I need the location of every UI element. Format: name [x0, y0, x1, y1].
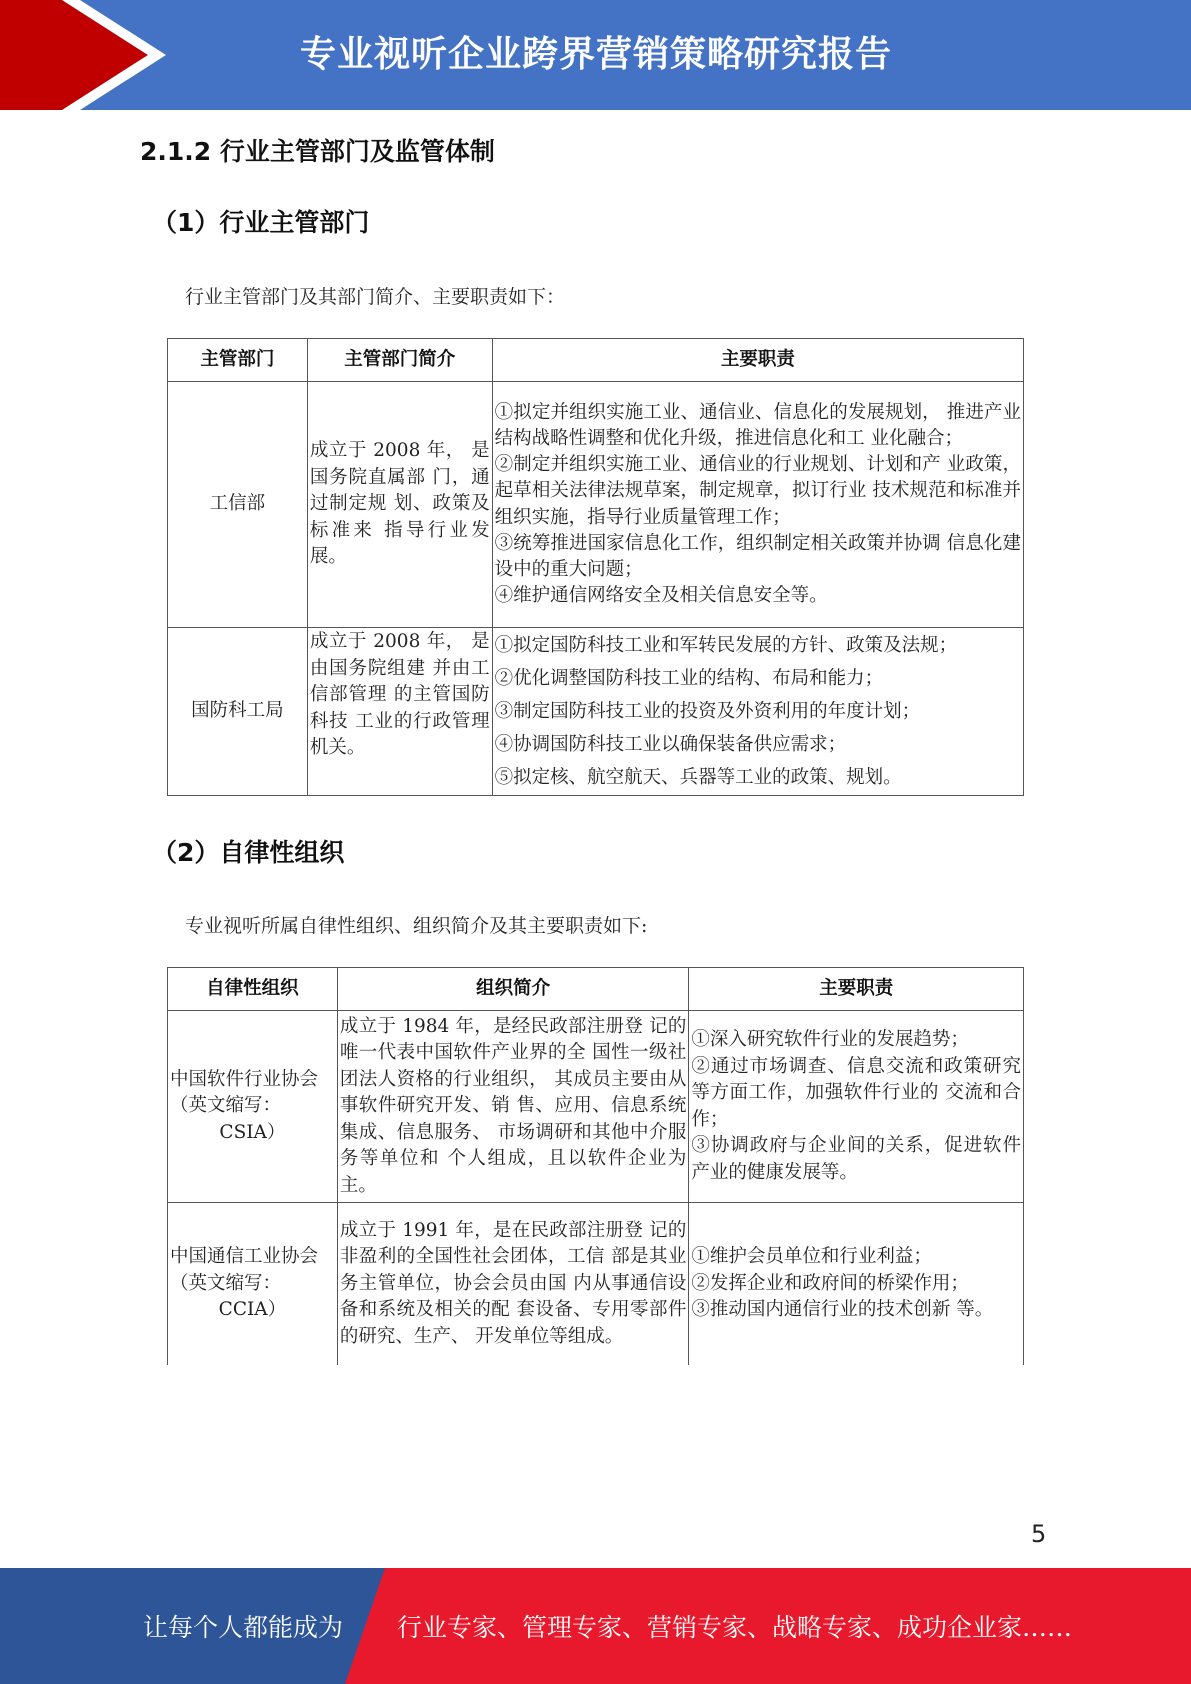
page-footer: [0, 1568, 1191, 1684]
table-row: [168, 1203, 1024, 1365]
duty-item: ①拟定并组织实施工业、通信业、信息化的发展规划， 推进产业结构战略性调整和优化升级，推进信息化和工 业化融合；: [494, 401, 1021, 449]
table-row: [168, 1011, 1024, 1203]
self-regulatory-table: [167, 967, 1024, 1365]
header-title: 专业视听企业跨界营销策略研究报告: [300, 34, 893, 75]
column-header: 自律性组织: [168, 968, 338, 1011]
table-row: [168, 628, 1024, 796]
dept-cell: 国防科工局: [168, 628, 308, 796]
table-header-row: [168, 339, 1024, 382]
duty-item: ②优化调整国防科技工业的结构、布局和能力；: [494, 668, 884, 689]
duty-item: ②通过市场调查、信息交流和政策研究等方面工作，加强软件行业的 交流和合作；: [691, 1055, 1021, 1130]
page-header: [0, 0, 1191, 110]
org-intro-cell: 成立于 1984 年，是经民政部注册登 记的唯一代表中国软件产业界的全 国性一级社团法人资格的行业组织， 其成员主要由从事软件研究开发、销 售、应用、信息系统集成、信息服务、 市场调研和其他中介服务等单位和 个人组成，且以软件企业为主。: [337, 1011, 689, 1203]
duty-item: ⑤拟定核、航空航天、兵器等工业的政策、规划。: [494, 767, 902, 788]
duty-item: ①深入研究软件行业的发展趋势；: [691, 1029, 969, 1050]
duty-item: ③推动国内通信行业的技术创新 等。: [691, 1299, 994, 1320]
duty-item: ①拟定国防科技工业和军转民发展的方针、政策及法规；: [494, 635, 958, 656]
org-intro-cell: 成立于 1991 年，是在民政部注册登 记的非盈利的全国性社会团体，工信 部是其业务主管单位，协会会员由国 内从事通信设备和系统及相关的配 套设备、专用零部件的研究、生产、 开发单位等组成。: [337, 1203, 689, 1365]
authorities-table: [167, 338, 1024, 796]
subsection-heading-2: （2）自律性组织: [152, 838, 345, 867]
duty-item: ②发挥企业和政府间的桥梁作用；: [691, 1272, 969, 1294]
subsection-heading-1: （1）行业主管部门: [152, 208, 370, 237]
dept-duties-cell: [492, 382, 1023, 628]
org-cell: [168, 1203, 338, 1365]
page-number: 5: [1031, 1520, 1047, 1548]
org-cell: [168, 1011, 338, 1203]
dept-cell: 工信部: [168, 382, 308, 628]
org-duties-cell: [689, 1011, 1024, 1203]
column-header: 主要职责: [492, 339, 1023, 382]
org-name: 中国通信工业协会（英文缩写：: [170, 1246, 319, 1294]
duty-item: ③统筹推进国家信息化工作，组织制定相关政策并协调 信息化建设中的重大问题；: [494, 532, 1021, 580]
column-header: 主管部门简介: [307, 339, 492, 382]
footer-slogan-right: 行业专家、管理专家、营销专家、战略专家、成功企业家……: [397, 1613, 1073, 1642]
table-header-row: [168, 968, 1024, 1011]
column-header: 主要职责: [689, 968, 1024, 1011]
dept-intro-cell: 成立于 2008 年， 是由国务院组建 并由工信部管理 的主管国防科技 工业的行政管理 机关。: [307, 628, 492, 796]
dept-intro-cell: 成立于 2008 年， 是国务院直属部 门，通过制定规 划、政策及标准来 指导行业发展。: [307, 382, 492, 628]
org-abbr: CSIA）: [219, 1121, 286, 1143]
duty-item: ③协调政府与企业间的关系，促进软件产业的健康发展等。: [691, 1135, 1021, 1183]
org-name: 中国软件行业协会（英文缩写：: [170, 1068, 319, 1117]
footer-slogan-left: 让每个人都能成为: [143, 1613, 344, 1642]
duty-item: ④协调国防科技工业以确保装备供应需求；: [494, 734, 847, 755]
duty-item: ④维护通信网络安全及相关信息安全等。: [494, 585, 828, 607]
column-header: 组织简介: [337, 968, 689, 1011]
subsection-intro-1: 行业主管部门及其部门简介、主要职责如下：: [185, 286, 566, 308]
section-heading: 2.1.2 行业主管部门及监管体制: [140, 137, 495, 166]
subsection-intro-2: 专业视听所属自律性组织、组织简介及其主要职责如下:: [185, 915, 648, 937]
table-row: [168, 382, 1024, 628]
column-header: 主管部门: [168, 339, 308, 382]
duty-item: ③制定国防科技工业的投资及外资利用的年度计划；: [494, 701, 921, 722]
org-duties-cell: [689, 1203, 1024, 1365]
duty-item: ①维护会员单位和行业利益；: [691, 1246, 932, 1267]
org-abbr: CCIA）: [218, 1299, 287, 1320]
duty-item: ②制定并组织实施工业、通信业的行业规划、计划和产 业政策，起草相关法律法规草案，制定规章，拟订行业 技术规范和标准并组织实施，指导行业质量管理工作；: [494, 454, 1021, 528]
dept-duties-cell: [492, 628, 1023, 796]
